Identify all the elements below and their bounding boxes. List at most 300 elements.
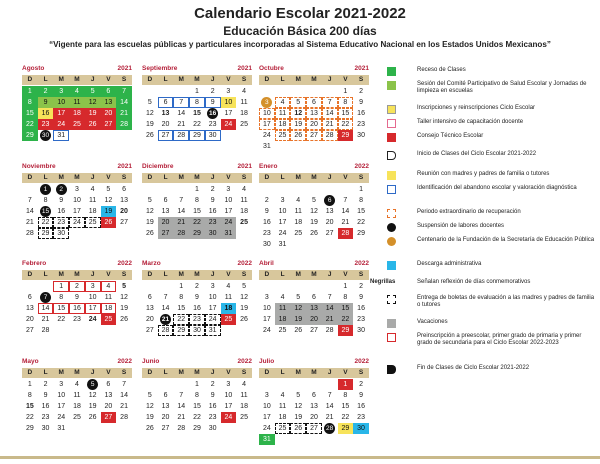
calendar-day: 19 bbox=[85, 108, 101, 119]
calendar-day: 4 bbox=[280, 392, 285, 399]
calendar-day: 18 bbox=[294, 219, 303, 226]
calendar-day: 13 bbox=[310, 403, 318, 410]
calendar-day: 9 bbox=[205, 97, 221, 108]
weekday-label: V bbox=[226, 369, 231, 376]
calendar-day: 13 bbox=[161, 110, 170, 117]
calendar-day: 7 bbox=[173, 97, 189, 108]
calendar-day: 11 bbox=[240, 197, 248, 204]
weekday-label: M bbox=[194, 174, 200, 181]
month-year: 2022 bbox=[354, 260, 369, 267]
calendar-day: 1 bbox=[338, 379, 354, 390]
calendar-day: 25 bbox=[221, 314, 237, 325]
calendar-day: 26 bbox=[240, 316, 248, 323]
calendar-day: 18 bbox=[278, 414, 287, 421]
calendar-day: 22 bbox=[189, 217, 205, 228]
weekday-label: S bbox=[121, 271, 127, 278]
calendar-day: 17 bbox=[208, 305, 217, 312]
weekday-label: M bbox=[178, 271, 184, 278]
month-year: 2021 bbox=[354, 65, 369, 72]
black-circle-icon bbox=[387, 223, 396, 232]
calendar-day: 9 bbox=[264, 208, 269, 215]
calendar-day: 22 bbox=[25, 414, 34, 421]
calendar-day: 22 bbox=[338, 119, 354, 130]
weekday-label: L bbox=[43, 271, 48, 278]
weekday-header bbox=[142, 75, 252, 85]
calendar-day: 21 bbox=[325, 414, 334, 421]
calendar-day: 16 bbox=[57, 208, 66, 215]
day-grid bbox=[142, 86, 252, 141]
red-square-icon bbox=[387, 133, 396, 142]
empty-day bbox=[173, 86, 189, 97]
calendar-day: 2 bbox=[359, 283, 364, 290]
empty-day bbox=[259, 184, 275, 195]
empty-day bbox=[306, 379, 322, 390]
calendar-day: 16 bbox=[41, 403, 50, 410]
calendar-day: 17 bbox=[53, 108, 69, 119]
empty-day bbox=[275, 184, 291, 195]
calendar-day: 27 bbox=[101, 412, 117, 423]
weekday-label: D bbox=[27, 76, 33, 83]
weekday-label: V bbox=[343, 174, 348, 181]
calendar-day: 20 bbox=[161, 414, 170, 421]
month-header bbox=[259, 65, 369, 74]
calendar-day: 8 bbox=[195, 392, 199, 399]
weekday-label: L bbox=[43, 76, 48, 83]
calendar-day: 6 bbox=[163, 392, 168, 399]
calendar-day: 14 bbox=[322, 303, 338, 314]
calendar-day: 16 bbox=[193, 305, 201, 312]
weekday-label: D bbox=[264, 369, 270, 376]
legend-label: Periodo extraordinario de recuperación bbox=[417, 209, 521, 215]
calendar-day: 11 bbox=[89, 197, 97, 204]
month-octubre bbox=[259, 65, 369, 152]
weekday-label: M bbox=[194, 271, 200, 278]
calendar-day: 5 bbox=[147, 392, 152, 399]
empty-day bbox=[322, 281, 338, 292]
calendar-day: 1 bbox=[195, 88, 199, 95]
calendar-day: 16 bbox=[357, 110, 365, 117]
calendar-day: 1 bbox=[53, 281, 69, 292]
weekday-label: M bbox=[194, 76, 200, 83]
month-header bbox=[142, 65, 252, 74]
calendar-day: 21 bbox=[173, 217, 189, 228]
calendar-day: 23 bbox=[189, 314, 205, 325]
calendar-day: 21 bbox=[120, 403, 128, 410]
calendar-day: 8 bbox=[43, 197, 48, 204]
calendar-day: 21 bbox=[341, 219, 350, 226]
month-year: 2021 bbox=[117, 65, 132, 72]
page-subtitle: Educación Básica 200 días bbox=[223, 24, 377, 38]
day-grid bbox=[259, 379, 369, 445]
weekday-header bbox=[22, 368, 132, 378]
calendar-day: 30 bbox=[41, 425, 50, 432]
calendar-day: 3 bbox=[261, 97, 272, 108]
calendar-day: 14 bbox=[177, 208, 186, 215]
calendar-day: 21 bbox=[116, 108, 132, 119]
month-name: Mayo bbox=[22, 358, 39, 365]
calendar-day: 30 bbox=[357, 327, 365, 334]
weekday-label: M bbox=[178, 174, 184, 181]
calendar-day: 2 bbox=[359, 381, 364, 388]
calendar-day: 9 bbox=[359, 99, 363, 106]
calendar-day: 25 bbox=[278, 327, 287, 334]
calendar-day: 26 bbox=[294, 327, 303, 334]
weekday-label: V bbox=[106, 76, 111, 83]
weekday-label: L bbox=[163, 76, 168, 83]
calendar-day: 2 bbox=[195, 283, 199, 290]
calendar-day: 28 bbox=[25, 230, 34, 237]
calendar-day: 6 bbox=[163, 197, 168, 204]
calendar-day: 19 bbox=[145, 121, 154, 128]
weekday-label: J bbox=[210, 369, 215, 376]
calendar-day: 31 bbox=[278, 241, 287, 248]
calendar-day: 15 bbox=[193, 110, 201, 117]
calendar-day: 30 bbox=[208, 425, 217, 432]
weekday-label: S bbox=[241, 369, 247, 376]
weekday-header bbox=[22, 75, 132, 85]
calendar-day: 12 bbox=[290, 108, 306, 119]
legend-label: Señalan reflexión de días conmemorativos bbox=[417, 279, 531, 285]
legend-label: Inicio de Clases del Ciclo Escolar 2021-2022 bbox=[417, 151, 537, 157]
weekday-label: S bbox=[358, 174, 364, 181]
calendar-day: 15 bbox=[41, 208, 50, 215]
calendar-day: 28 bbox=[173, 228, 189, 239]
day-grid bbox=[22, 86, 132, 141]
calendar-day: 28 bbox=[41, 327, 50, 334]
calendar-day: 3 bbox=[280, 197, 285, 204]
calendar-day: 31 bbox=[259, 434, 275, 445]
weekday-label: V bbox=[226, 271, 231, 278]
calendar-day: 11 bbox=[73, 392, 81, 399]
calendar-day: 19 bbox=[310, 219, 318, 226]
weekday-label: J bbox=[90, 369, 95, 376]
weekday-label: J bbox=[90, 174, 95, 181]
calendar-day: 19 bbox=[120, 305, 128, 312]
empty-day bbox=[142, 379, 158, 390]
legend-label: Reunión con madres y padres de familia o tutores bbox=[417, 171, 550, 177]
calendar-day: 13 bbox=[325, 208, 334, 215]
day-grid bbox=[142, 184, 252, 239]
weekday-label: J bbox=[327, 369, 332, 376]
calendar-day: 9 bbox=[210, 197, 215, 204]
legend-label: Centenario de la Fundación de la Secretaría de Educación Pública bbox=[417, 237, 595, 243]
weekday-label: L bbox=[43, 369, 48, 376]
orange-dashed-square-icon bbox=[387, 209, 396, 218]
calendar-day: 5 bbox=[85, 86, 101, 97]
calendar-day: 13 bbox=[161, 208, 170, 215]
calendar-day: 24 bbox=[53, 119, 69, 130]
month-header bbox=[259, 358, 369, 367]
calendar-day: 7 bbox=[179, 392, 184, 399]
calendar-day: 13 bbox=[161, 403, 170, 410]
calendar-day: 3 bbox=[59, 381, 64, 388]
weekday-label: M bbox=[295, 271, 301, 278]
calendar-day: 30 bbox=[357, 132, 365, 139]
empty-day bbox=[259, 281, 275, 292]
calendar-day: 12 bbox=[290, 303, 306, 314]
calendar-day: 12 bbox=[120, 294, 128, 301]
calendar-day: 12 bbox=[145, 403, 154, 410]
calendar-day: 18 bbox=[240, 110, 248, 117]
day-grid bbox=[142, 379, 252, 434]
calendar-day: 2 bbox=[210, 186, 215, 193]
calendar-day: 17 bbox=[224, 208, 233, 215]
calendar-day: 5 bbox=[312, 197, 316, 204]
black-dashed-square-icon bbox=[387, 295, 396, 304]
weekday-label: V bbox=[343, 271, 348, 278]
calendar-day: 19 bbox=[101, 206, 117, 217]
weekday-label: M bbox=[295, 76, 301, 83]
calendar-day: 30 bbox=[262, 241, 271, 248]
calendar-day: 15 bbox=[22, 108, 38, 119]
calendar-day: 18 bbox=[275, 314, 291, 325]
calendar-day: 10 bbox=[278, 208, 287, 215]
calendar-day: 1 bbox=[40, 184, 51, 195]
calendar-day: 6 bbox=[312, 392, 316, 399]
empty-day bbox=[142, 86, 158, 97]
calendar-day: 14 bbox=[325, 403, 334, 410]
calendar-day: 26 bbox=[310, 230, 318, 237]
calendar-day: 17 bbox=[57, 403, 66, 410]
weekday-label: J bbox=[90, 271, 95, 278]
calendar-day: 19 bbox=[145, 414, 154, 421]
calendar-day: 11 bbox=[275, 108, 291, 119]
calendar-day: 18 bbox=[221, 303, 237, 314]
calendar-day: 12 bbox=[104, 197, 113, 204]
calendar-day: 25 bbox=[73, 414, 81, 421]
calendar-day: 6 bbox=[306, 97, 322, 108]
weekday-label: J bbox=[210, 174, 215, 181]
calendar-day: 3 bbox=[85, 281, 101, 292]
weekday-header bbox=[259, 368, 369, 378]
gold-circle-icon bbox=[387, 237, 396, 246]
calendar-day: 5 bbox=[296, 294, 301, 301]
weekday-label: M bbox=[74, 271, 80, 278]
calendar-day: 6 bbox=[324, 195, 335, 206]
calendar-day: 27 bbox=[310, 327, 318, 334]
weekday-label: D bbox=[264, 76, 270, 83]
weekday-label: J bbox=[327, 271, 332, 278]
weekday-label: M bbox=[311, 271, 317, 278]
empty-day bbox=[275, 281, 291, 292]
calendar-day: 16 bbox=[209, 110, 217, 117]
calendar-day: 14 bbox=[25, 208, 34, 215]
calendar-day: 30 bbox=[189, 325, 205, 336]
empty-day bbox=[22, 184, 38, 195]
calendar-day: 24 bbox=[221, 217, 237, 228]
calendar-day: 16 bbox=[357, 305, 365, 312]
calendar-day: 3 bbox=[210, 283, 215, 290]
calendar-day: 23 bbox=[208, 414, 217, 421]
legend-label: Identificación del abandono escolar y valoración diagnóstica bbox=[417, 185, 577, 191]
empty-day bbox=[275, 379, 291, 390]
calendar-day: 3 bbox=[53, 86, 69, 97]
calendar-day: 12 bbox=[240, 294, 248, 301]
calendar-day: 31 bbox=[262, 143, 271, 150]
weekday-label: L bbox=[43, 174, 48, 181]
calendar-day: 3 bbox=[226, 381, 231, 388]
calendar-day: 27 bbox=[145, 327, 154, 334]
month-year: 2021 bbox=[117, 163, 132, 170]
calendar-day: 23 bbox=[38, 119, 54, 130]
calendar-day: 22 bbox=[57, 316, 66, 323]
calendar-day: 1 bbox=[359, 186, 364, 193]
legend-label: Inscripciones y reinscripciones Ciclo Escolar bbox=[417, 105, 536, 111]
calendar-day: 10 bbox=[262, 305, 271, 312]
weekday-label: M bbox=[178, 76, 184, 83]
weekday-header bbox=[259, 270, 369, 280]
empty-day bbox=[158, 379, 174, 390]
calendar-day: 1 bbox=[343, 88, 348, 95]
calendar-day: 1 bbox=[195, 381, 199, 388]
calendar-day: 29 bbox=[338, 325, 354, 336]
calendar-day: 9 bbox=[359, 294, 364, 301]
calendar-day: 19 bbox=[240, 305, 248, 312]
calendar-day: 17 bbox=[259, 119, 275, 130]
calendar-day: 20 bbox=[104, 403, 113, 410]
calendar-day: 17 bbox=[278, 219, 287, 226]
weekday-header bbox=[142, 270, 252, 280]
calendar-day: 6 bbox=[158, 97, 174, 108]
calendar-day: 23 bbox=[357, 316, 365, 323]
calendar-day: 4 bbox=[101, 281, 117, 292]
legend-label: Suspensión de labores docentes bbox=[417, 223, 505, 229]
calendar-day: 5 bbox=[290, 97, 306, 108]
legend-label: Fin de Clases de Ciclo Escolar 2021-2022 bbox=[417, 365, 530, 371]
weekday-header bbox=[142, 368, 252, 378]
calendar-day: 19 bbox=[290, 314, 306, 325]
legend-label: Receso de Clases bbox=[417, 67, 466, 73]
weekday-label: S bbox=[358, 76, 364, 83]
weekday-label: L bbox=[163, 271, 168, 278]
calendar-day: 23 bbox=[73, 316, 81, 323]
weekday-label: V bbox=[106, 271, 111, 278]
empty-day bbox=[306, 86, 322, 97]
calendar-day: 10 bbox=[259, 108, 275, 119]
calendar-day: 1 bbox=[22, 86, 38, 97]
yellow-square-icon bbox=[387, 171, 396, 180]
calendar-day: 8 bbox=[338, 97, 354, 108]
calendar-day: 28 bbox=[325, 327, 334, 334]
weekday-label: S bbox=[121, 76, 127, 83]
calendar-day: 27 bbox=[306, 130, 322, 141]
calendar-day: 10 bbox=[53, 97, 69, 108]
calendar-day: 9 bbox=[210, 392, 215, 399]
weekday-label: L bbox=[163, 174, 168, 181]
calendar-day: 25 bbox=[101, 314, 117, 325]
empty-day bbox=[306, 184, 322, 195]
calendar-day: 21 bbox=[41, 316, 50, 323]
calendar-day: 7 bbox=[163, 294, 168, 301]
weekday-label: M bbox=[58, 271, 64, 278]
empty-day bbox=[173, 379, 189, 390]
calendar-day: 26 bbox=[290, 130, 306, 141]
month-name: Enero bbox=[259, 163, 278, 170]
month-header bbox=[22, 163, 132, 172]
weekday-label: D bbox=[27, 271, 33, 278]
calendar-day: 22 bbox=[341, 414, 350, 421]
calendar-day: 23 bbox=[357, 121, 365, 128]
calendar-day: 15 bbox=[338, 108, 354, 119]
weekday-header bbox=[22, 270, 132, 280]
calendar-day: 23 bbox=[205, 217, 221, 228]
month-enero bbox=[259, 163, 369, 250]
calendar-day: 2 bbox=[56, 184, 67, 195]
month-marzo bbox=[142, 260, 252, 336]
calendar-day: 5 bbox=[296, 392, 301, 399]
calendar-day: 18 bbox=[69, 108, 85, 119]
calendar-day: 28 bbox=[158, 325, 174, 336]
calendar-day: 25 bbox=[69, 119, 85, 130]
month-header bbox=[22, 65, 132, 74]
month-name: Junio bbox=[142, 358, 160, 365]
calendar-day: 14 bbox=[116, 97, 132, 108]
empty-day bbox=[158, 281, 174, 292]
month-year: 2022 bbox=[354, 358, 369, 365]
calendar-day: 19 bbox=[290, 119, 306, 130]
calendar-day: 8 bbox=[189, 97, 205, 108]
calendar-day: 7 bbox=[327, 294, 332, 301]
weekday-label: V bbox=[106, 369, 111, 376]
calendar-day: 24 bbox=[57, 414, 66, 421]
legend-label: Consejo Técnico Escolar bbox=[417, 133, 484, 139]
month-name: Febrero bbox=[22, 260, 47, 267]
calendar-day: 26 bbox=[101, 217, 117, 228]
weekday-label: L bbox=[280, 76, 285, 83]
calendar-day: 28 bbox=[120, 414, 128, 421]
weekday-label: M bbox=[58, 76, 64, 83]
empty-day bbox=[142, 184, 158, 195]
weekday-label: M bbox=[74, 369, 80, 376]
calendar-day: 29 bbox=[189, 228, 205, 239]
month-year: 2022 bbox=[354, 163, 369, 170]
weekday-label: S bbox=[121, 174, 127, 181]
calendar-day: 14 bbox=[177, 110, 186, 117]
calendar-day: 5 bbox=[106, 186, 111, 193]
calendar-day: 7 bbox=[40, 292, 51, 303]
calendar-day: 30 bbox=[41, 132, 50, 139]
calendar-day: 20 bbox=[158, 217, 174, 228]
weekday-label: M bbox=[74, 174, 80, 181]
weekday-header bbox=[22, 173, 132, 183]
calendar-day: 8 bbox=[27, 392, 32, 399]
weekday-label: M bbox=[311, 369, 317, 376]
empty-day bbox=[142, 281, 158, 292]
calendar-day: 7 bbox=[327, 392, 332, 399]
calendar-day: 10 bbox=[262, 403, 271, 410]
calendar-day: 31 bbox=[205, 325, 221, 336]
calendar-day: 10 bbox=[221, 97, 237, 108]
calendar-day: 27 bbox=[101, 119, 117, 130]
month-junio bbox=[142, 358, 252, 434]
calendar-day: 14 bbox=[322, 108, 338, 119]
calendar-day: 17 bbox=[262, 316, 271, 323]
calendar-day: 4 bbox=[280, 294, 285, 301]
empty-day bbox=[322, 86, 338, 97]
calendar-day: 9 bbox=[195, 294, 199, 301]
empty-day bbox=[22, 281, 38, 292]
calendar-day: 1 bbox=[343, 283, 348, 290]
calendar-day: 22 bbox=[193, 414, 201, 421]
weekday-label: D bbox=[264, 174, 270, 181]
calendar-day: 22 bbox=[22, 119, 38, 130]
calendar-day: 8 bbox=[179, 294, 184, 301]
month-name: Abril bbox=[259, 260, 274, 267]
weekday-label: S bbox=[358, 271, 364, 278]
month-name: Diciembre bbox=[142, 163, 174, 170]
calendar-day: 25 bbox=[275, 423, 291, 434]
month-year: 2022 bbox=[117, 260, 132, 267]
